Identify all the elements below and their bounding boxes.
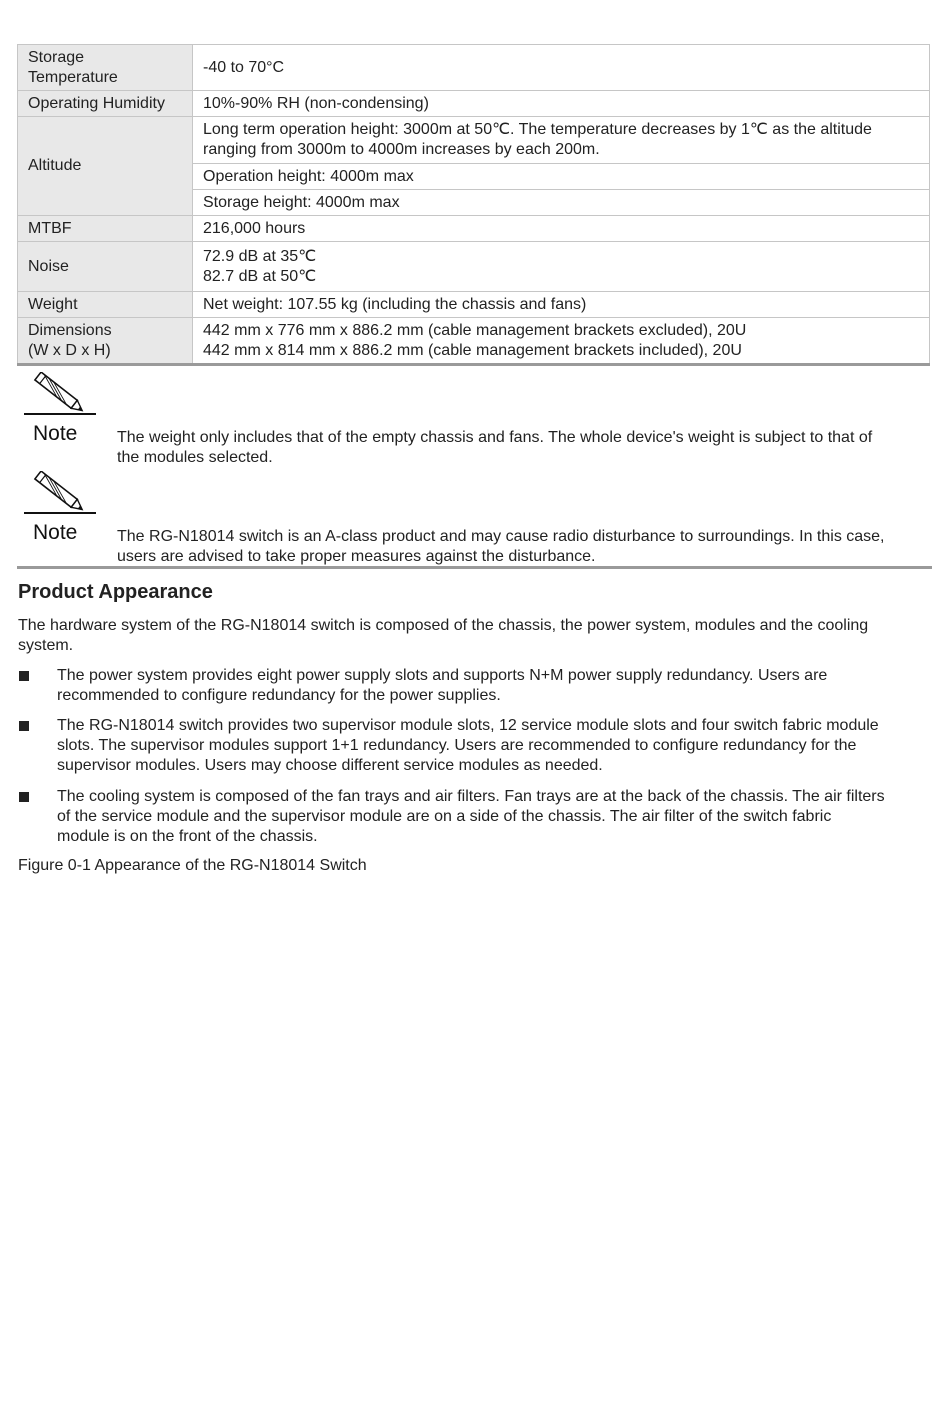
label-storage-temperature — [18, 45, 193, 91]
value-mtbf: 216,000 hours — [193, 216, 930, 242]
section-intro — [18, 616, 930, 656]
label-line: Temperature — [28, 68, 118, 86]
list-item-text — [57, 666, 930, 706]
label-weight: Weight — [18, 292, 193, 318]
note-bottom-rule — [17, 566, 932, 569]
list-item-line: module is on the front of the chassis. — [57, 828, 318, 845]
table-row-weight — [18, 292, 930, 318]
paragraph-line: The hardware system of the RG-N18014 switch is composed of the chassis, the power system, modules and the cooling — [18, 617, 869, 634]
table-row-storage-temperature — [18, 45, 930, 91]
bullet-square-icon — [19, 792, 29, 802]
value-line: 72.9 dB at 35℃ — [203, 247, 317, 265]
list-item-line: slots. The supervisor modules support 1+1 redundancy. Users are recommended to configure redundancy for the — [57, 737, 857, 754]
list-item-line: recommended to configure redundancy for the power supplies. — [57, 687, 501, 704]
label-mtbf: MTBF — [18, 216, 193, 242]
label-altitude: Altitude — [18, 117, 193, 216]
note-radio-disturbance — [17, 471, 932, 567]
label-line: Storage — [28, 48, 85, 66]
paragraph-line: system. — [18, 637, 74, 654]
value-altitude-operation: Operation height: 4000m max — [193, 164, 930, 190]
list-item-line: supervisor modules. Users may choose different service modules as needed. — [57, 757, 603, 774]
label-operating-humidity: Operating Humidity — [18, 91, 193, 117]
value-altitude-storage: Storage height: 4000m max — [193, 190, 930, 216]
spec-table — [17, 44, 930, 366]
value-dimensions — [193, 318, 930, 365]
value-altitude-long-term — [193, 117, 930, 164]
note-text — [117, 428, 932, 468]
value-storage-temperature: -40 to 70°C — [193, 45, 930, 91]
note-text-line: users are advised to take proper measures against the disturbance. — [117, 548, 596, 565]
list-item-text — [57, 787, 930, 847]
list-item-line: The RG-N18014 switch provides two supervisor module slots, 12 service module slots and four switch fabric module — [57, 717, 879, 734]
note-label: Note — [33, 422, 78, 445]
table-row-altitude — [18, 117, 930, 164]
pencil-icon — [24, 471, 96, 515]
table-row-operating-humidity — [18, 91, 930, 117]
label-noise: Noise — [18, 242, 193, 292]
list-item-text — [57, 716, 930, 776]
list-item-line: of the service module and the supervisor module are on a side of the chassis. The air filter of the switch fabric — [57, 808, 832, 825]
label-dimensions — [18, 318, 193, 365]
note-text — [117, 527, 932, 567]
table-row-noise — [18, 242, 930, 292]
figure-caption: Figure 0-1 Appearance of the RG-N18014 Switch — [18, 857, 367, 874]
value-noise — [193, 242, 930, 292]
bullet-square-icon — [19, 671, 29, 681]
note-weight — [17, 372, 932, 468]
value-operating-humidity: 10%-90% RH (non-condensing) — [193, 91, 930, 117]
list-item-line: The power system provides eight power supply slots and supports N+M power supply redundancy. Users are — [57, 667, 828, 684]
value-line: 442 mm x 814 mm x 886.2 mm (cable management brackets included), 20U — [203, 341, 742, 359]
label-line: (W x D x H) — [28, 341, 111, 359]
value-weight: Net weight: 107.55 kg (including the chassis and fans) — [193, 292, 930, 318]
value-line: 82.7 dB at 50℃ — [203, 267, 317, 285]
value-line: ranging from 3000m to 4000m increases by each 200m. — [203, 141, 600, 158]
note-label: Note — [33, 521, 78, 544]
pencil-icon — [24, 372, 96, 416]
value-line: Long term operation height: 3000m at 50℃. The temperature decreases by 1℃ as the altitude — [203, 121, 872, 138]
list-item-line: The cooling system is composed of the fan trays and air filters. Fan trays are at the back of the chassis. The air filters — [57, 788, 885, 805]
bullet-square-icon — [19, 721, 29, 731]
note-text-line: The weight only includes that of the empty chassis and fans. The whole device's weight is subject to that of — [117, 429, 873, 446]
table-row-dimensions — [18, 318, 930, 365]
label-line: Dimensions — [28, 321, 112, 339]
table-row-mtbf — [18, 216, 930, 242]
note-text-line: the modules selected. — [117, 449, 273, 466]
note-text-line: The RG-N18014 switch is an A-class product and may cause radio disturbance to surroundings. In this case, — [117, 528, 885, 545]
section-title: Product Appearance — [18, 581, 213, 603]
value-line: 442 mm x 776 mm x 886.2 mm (cable management brackets excluded), 20U — [203, 321, 747, 339]
